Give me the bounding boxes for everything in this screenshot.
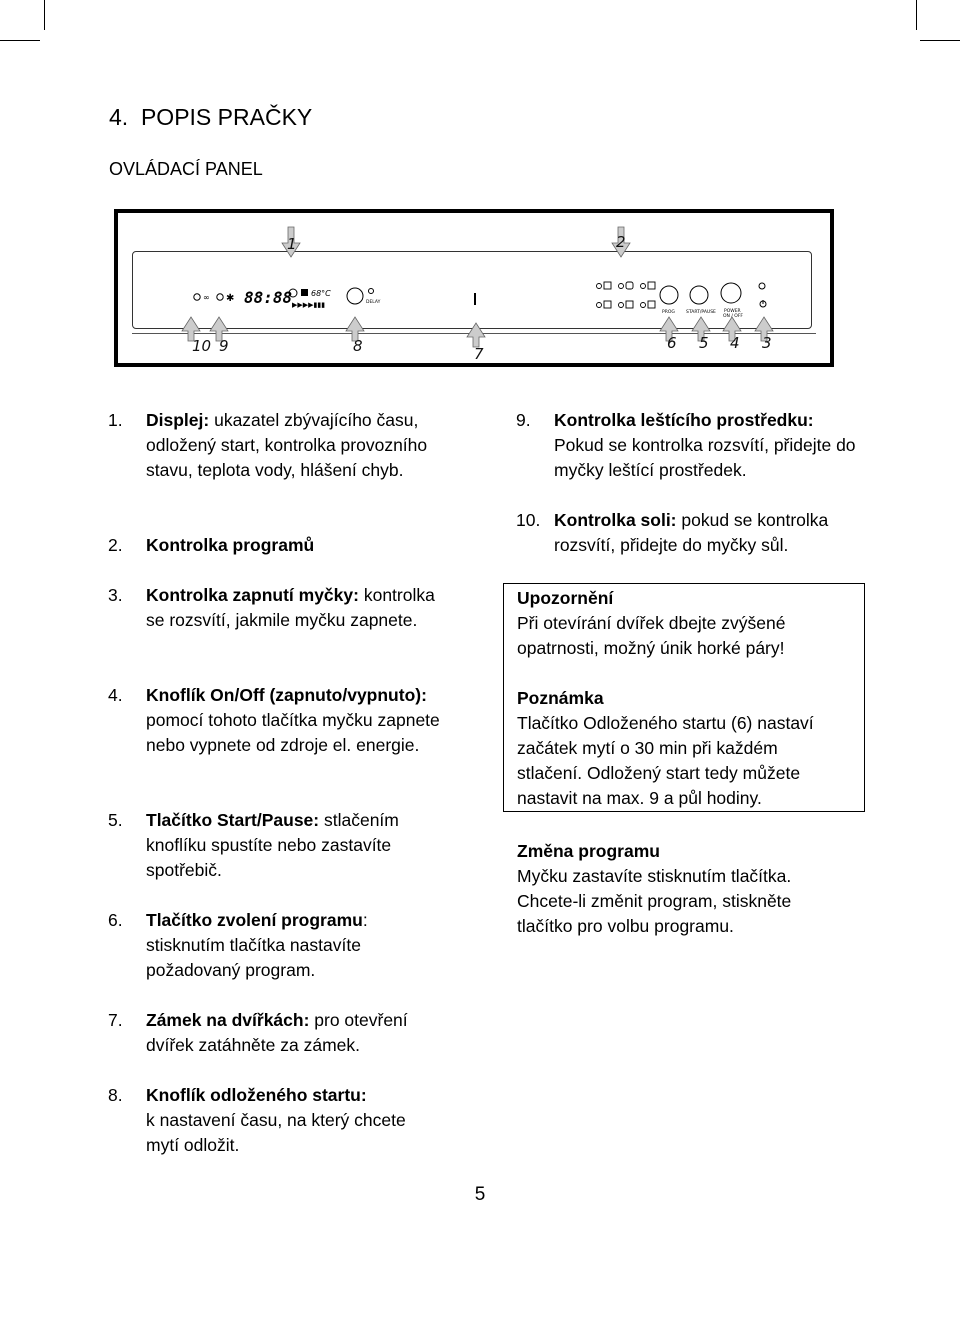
callout-number: 5 [699,334,709,352]
crop-mark [916,0,917,30]
salt-indicator-icon [194,294,200,300]
door-lock-icon [474,293,476,305]
note-block [517,686,857,811]
list-item: 6. Tlačítko zvolení programu: stisknutím tlačítka nastavíte požadovaný program. [108,910,368,980]
list-item: 7. Zámek na dvířkách: pro otevření dvířek zatáhněte za zámek. [108,1010,408,1055]
warning-text: Při otevírání dvířek dbejte zvýšené opatrnosti, možný únik horké páry! [517,613,786,658]
section-title: POPIS PRAČKY [140,104,313,130]
note-title: Poznámka [517,688,604,708]
display-digits: 88:88 [244,288,293,307]
delay-label: DELAY [366,300,381,305]
delay-knob[interactable] [347,288,363,304]
power-indicator-light [759,283,765,289]
callout-number: 10 [192,337,212,355]
callout-number: 6 [667,334,677,352]
rinse-aid-icon: ✱ [226,293,235,304]
crop-mark [920,40,960,41]
callout-number: 7 [474,345,484,363]
arrow-up-icon [467,323,485,347]
list-item: 3. Kontrolka zapnutí myčky: kontrolka se rozsvítí, jakmile myčku zapnete. [108,585,435,630]
section-heading [109,104,312,131]
display-temp: 68°C [311,289,331,298]
list-item: 8. Knoflík odloženého startu: k nastavení času, na který chcete mytí odložit. [108,1085,406,1155]
start-pause-button[interactable] [690,286,708,304]
rinse-indicator-icon [217,294,223,300]
start-pause-label: START/PAUSE [686,310,716,315]
callout-number: 4 [730,334,740,352]
callout-number: 8 [353,337,363,355]
power-state-label: ON / OFF [723,314,744,319]
power-button[interactable] [721,283,741,303]
callout-number: 2 [616,233,626,251]
list-item: 2. Kontrolka programů [108,535,315,555]
program-change-title: Změna programu [517,841,660,861]
subsection-heading: OVLÁDACÍ PANEL [109,159,263,179]
crop-mark [44,0,45,30]
control-panel-diagram [114,209,834,367]
cup-icon [301,289,308,296]
callout-number: 3 [762,334,772,352]
list-item: 10. Kontrolka soli: pokud se kontrolka rozsvítí, přidejte do myčky sůl. [516,510,829,555]
list-item: 1. Displej: ukazatel zbývajícího času, odložený start, kontrolka provozního stavu, teplota vody, hlášení chyb. [108,410,428,480]
warning-title: Upozornění [517,588,614,608]
panel-drawing [118,213,830,363]
crop-mark [0,40,40,41]
progress-arrows-icon: ▶▶▶▶▮▮▮ [292,301,326,309]
list-item: 9. Kontrolka leštícího prostředku: Pokud se kontrolka rozsvítí, přidejte do myčky leštící prostředek. [516,410,856,480]
program-button-label: PROG [662,310,675,315]
program-change-text: Myčku zastavíte stisknutím tlačítka. Chcete-li změnit program, stiskněte tlačítko pro volbu programu. [517,866,792,936]
list-item: 4. Knoflík On/Off (zapnuto/vypnuto): pomocí tohoto tlačítka myčku zapnete nebo vypnete od zdroje el. energie. [108,685,440,755]
program-change-block [517,839,857,939]
list-item: 5. Tlačítko Start/Pause: stlačením knoflíku spustíte nebo zastavíte spotřebič. [108,810,399,880]
section-number: 4. [109,104,129,130]
note-text: Tlačítko Odloženého startu (6) nastaví začátek mytí o 30 min při každém stlačení. Odložený start tedy můžete nastavit na max. 9 a půl hodiny. [517,713,814,808]
salt-symbol-icon: ∞ [203,293,210,302]
page-number: 5 [474,1184,486,1205]
warning-block [517,586,857,661]
delay-indicator-icon [369,289,374,294]
program-button[interactable] [660,286,678,304]
callout-number: 1 [287,235,297,253]
callout-number: 9 [219,337,229,355]
power-label: POWER [724,309,741,314]
